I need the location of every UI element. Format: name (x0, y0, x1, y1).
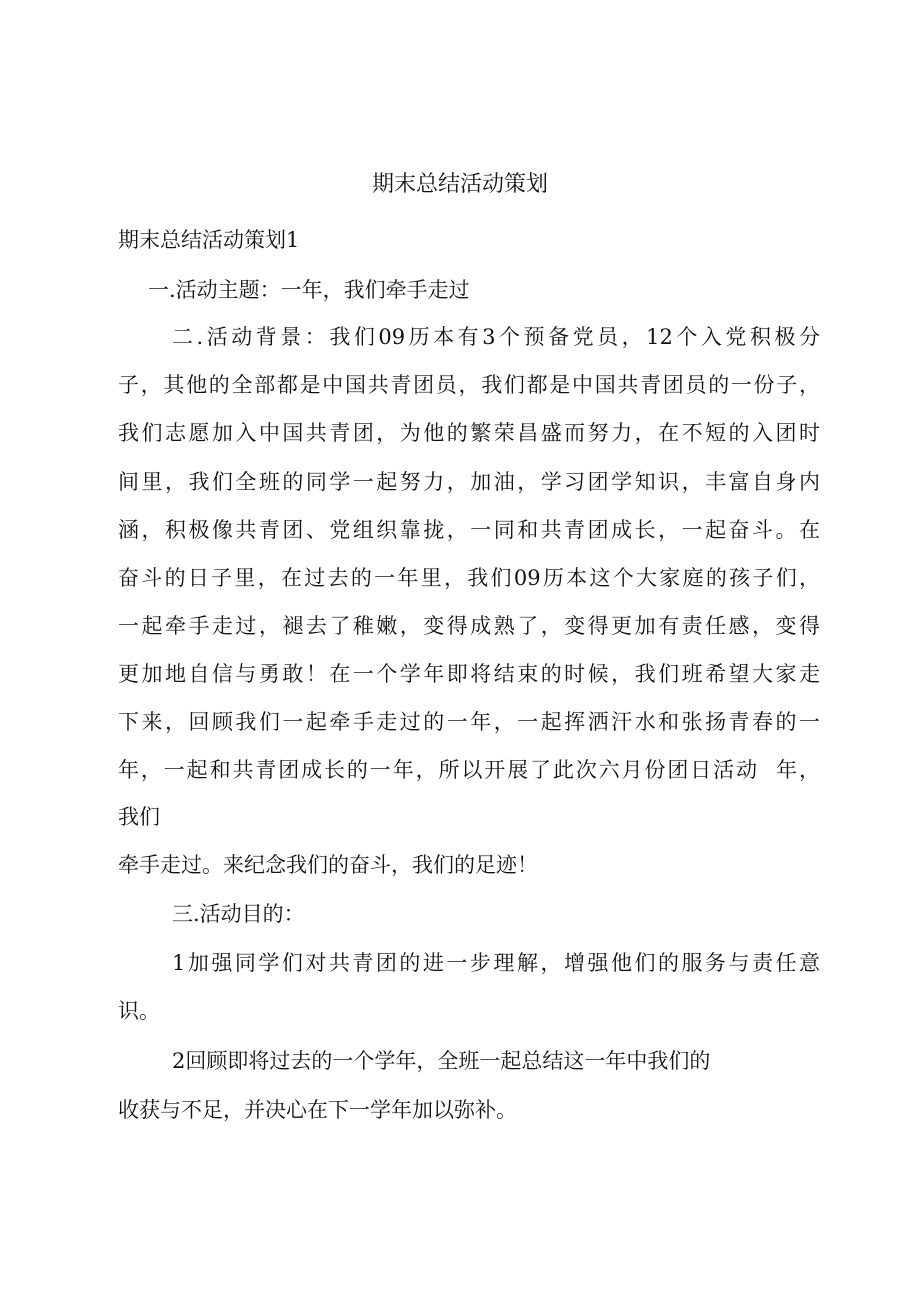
background-line: 更加地自信与勇敢！在一个学年即将结束的时候，我们班希望大家走 (118, 662, 820, 686)
background-line: 奋斗的日子里，在过去的一年里，我们09历本这个大家庭的孩子们， (118, 566, 820, 590)
background-line: 下来，回顾我们一起牵手走过的一年，一起挥洒汗水和张扬青春的一 (118, 710, 820, 734)
background-line: 涵，积极像共青团、党组织靠拢，一同和共青团成长，一起奋斗。在 (118, 518, 820, 542)
section-purpose: 三.活动目的： (172, 902, 305, 926)
document-title: 期末总结活动策划 (371, 172, 548, 197)
goal-line: 2回顾即将过去的一个学年，全班一起总结这一年中我们的 (172, 1049, 711, 1073)
background-line: 一起牵手走过，褪去了稚嫩，变得成熟了，变得更加有责任感，变得 (118, 614, 820, 638)
background-line: 间里，我们全班的同学一起努力，加油，学习团学知识，丰富自身内 (118, 470, 820, 494)
background-line: 二.活动背景：我们09历本有3个预备党员，12个入党积极分 (172, 325, 820, 349)
goal-line: 1加强同学们对共青团的进一步理解，增强他们的服务与责任意 (172, 951, 820, 975)
background-line: 我们志愿加入中国共青团，为他的繁荣昌盛而努力，在不短的入团时 (118, 421, 820, 445)
background-line: 子，其他的全部都是中国共青团员，我们都是中国共青团员的一份子， (118, 373, 820, 397)
goal-line: 识。 (118, 999, 160, 1023)
background-line: 我们 (118, 805, 160, 829)
section-theme: 一.活动主题：一年，我们牵手走过 (148, 278, 470, 302)
background-line: 牵手走过。来纪念我们的奋斗，我们的足迹！ (118, 853, 538, 877)
subtitle: 期末总结活动策划1 (118, 228, 300, 252)
background-line: 年，一起和共青团成长的一年，所以开展了此次六月份团日活动 年， (118, 758, 820, 782)
goal-line: 收获与不足，并决心在下一学年加以弥补。 (118, 1098, 517, 1122)
